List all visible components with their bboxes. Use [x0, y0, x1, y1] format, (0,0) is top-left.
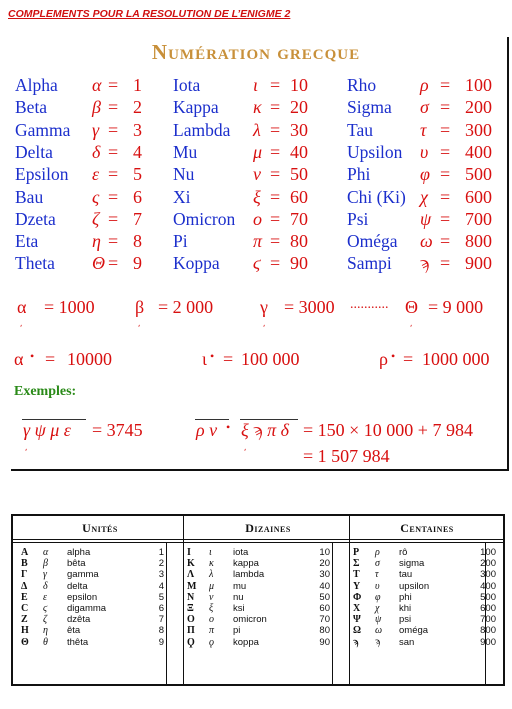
letter-name: Eta	[15, 231, 39, 251]
letter-name: Psi	[347, 209, 369, 229]
greek-upper: K	[187, 558, 195, 570]
numeral-value: 9	[158, 636, 164, 648]
greek-letter-name: delta	[67, 580, 88, 592]
myriad-dot: •	[391, 349, 396, 363]
letter-value: 900	[465, 253, 492, 273]
letter-symbol: ϛ	[253, 253, 261, 273]
greek-upper: Σ	[353, 558, 360, 570]
greek-lower: ζ	[43, 614, 48, 626]
thousand-beta-symbol: β	[135, 297, 145, 317]
letter-name: Xi	[173, 187, 191, 207]
letter-value: 90	[290, 253, 308, 273]
greek-lower: ψ	[375, 614, 382, 626]
greek-lower: σ	[375, 558, 380, 570]
letter-value: 40	[290, 142, 308, 162]
letter-symbol: ο	[253, 209, 262, 229]
letter-name: Lambda	[173, 120, 231, 140]
greek-lower-column	[209, 547, 214, 648]
letter-value: 70	[290, 209, 308, 229]
greek-letter-name: ksi	[233, 602, 245, 614]
example-2-line-1: = 150 × 10 000 + 7 984	[303, 420, 473, 440]
thousand-theta-value: = 9 000	[428, 297, 484, 317]
letter-symbol: π	[253, 231, 263, 251]
numeral-value: 60	[319, 602, 330, 614]
greek-letter-name: thêta	[67, 636, 89, 648]
thousand-tick: ͵	[24, 437, 28, 451]
letter-name: Theta	[15, 253, 55, 273]
letter-symbol: γ	[92, 120, 100, 140]
letter-name: Dzeta	[15, 209, 56, 229]
letter-symbol: κ	[253, 97, 262, 117]
greek-lower: ϛ	[43, 602, 48, 614]
greek-upper: A	[21, 547, 29, 558]
numeral-value: 20	[319, 558, 330, 570]
equals-sign: =	[108, 209, 119, 229]
letter-symbol: ρ	[420, 75, 429, 95]
numeral-value: 3	[158, 569, 164, 581]
letter-symbol: ε	[92, 164, 100, 184]
numeral-value: 1	[158, 547, 164, 558]
letter-symbol: μ	[253, 142, 263, 162]
equals-sign: =	[440, 97, 451, 117]
letter-value: 300	[465, 120, 492, 140]
equals-sign: =	[108, 75, 119, 95]
greek-upper-column	[21, 547, 29, 648]
letter-value: 2	[133, 97, 142, 117]
letter-value: 500	[465, 164, 492, 184]
letter-symbol: ξ	[253, 187, 261, 207]
letter-value: 9	[133, 253, 142, 273]
numeral-value-column	[311, 547, 330, 648]
greek-upper: Δ	[21, 580, 28, 592]
myriad-rho-symbol: ρ	[379, 349, 388, 369]
myriad-rho-value: 1000 000	[422, 349, 490, 369]
letter-value: 3	[133, 120, 142, 140]
equals-sign: =	[440, 120, 451, 140]
example-1-result: = 3745	[92, 420, 143, 440]
letter-value: 50	[290, 164, 308, 184]
myriad-eq: =	[45, 349, 56, 369]
example-2-myriad-part: ρ ν	[196, 420, 218, 440]
greek-upper: H	[21, 625, 29, 637]
equals-sign: =	[270, 75, 281, 95]
numeral-value: 7	[158, 614, 164, 626]
greek-lower: ω	[375, 625, 383, 637]
letter-value: 7	[133, 209, 142, 229]
myriad-dot: •	[30, 349, 35, 363]
page-title: Numération grecque	[151, 40, 361, 64]
greek-letter-name: phi	[399, 591, 412, 603]
letter-symbol: σ	[420, 97, 429, 117]
letter-value: 700	[465, 209, 492, 229]
greek-lower: β	[43, 558, 48, 570]
greek-letter-name: psi	[399, 614, 412, 626]
letter-name: Phi	[347, 164, 371, 184]
thousand-tick: ͵	[19, 313, 23, 327]
equals-sign: =	[440, 142, 451, 162]
example-2-line-2: = 1 507 984	[303, 446, 390, 466]
myriad-iota-value: 100 000	[241, 349, 300, 369]
equals-sign: =	[440, 75, 451, 95]
thousand-tick: ͵	[243, 437, 247, 451]
greek-upper: I	[187, 547, 191, 558]
letter-name: Delta	[15, 142, 53, 162]
letter-name: Bau	[15, 187, 44, 207]
letter-symbol: Θ	[92, 253, 105, 273]
greek-lower: φ	[375, 591, 381, 603]
greek-letter-name: san	[399, 636, 415, 648]
numeral-value: 500	[480, 591, 496, 603]
greek-letter-name: kappa	[233, 558, 259, 570]
letter-name: Kappa	[173, 97, 219, 117]
letter-value: 600	[465, 187, 492, 207]
numeral-table	[11, 514, 505, 686]
greek-lower: ρ	[375, 547, 380, 558]
greek-upper: Ξ	[187, 602, 194, 614]
thousand-tick: ͵	[262, 313, 266, 327]
greek-lower: λ	[209, 569, 214, 581]
greek-upper: Λ	[187, 569, 195, 581]
greek-upper: Ϲ	[21, 602, 29, 614]
greek-letter-name: upsilon	[399, 580, 430, 592]
thousand-tick: ͵	[137, 313, 141, 327]
greek-letter-name: koppa	[233, 636, 259, 648]
thousand-beta-value: = 2 000	[158, 297, 214, 317]
letter-symbol: α	[92, 75, 102, 95]
equals-sign: =	[108, 187, 119, 207]
letter-name: Rho	[347, 75, 377, 95]
letter-value: 200	[465, 97, 492, 117]
greek-upper-column	[353, 547, 361, 648]
letter-value: 80	[290, 231, 308, 251]
equals-sign: =	[270, 209, 281, 229]
table-divider	[183, 516, 184, 684]
letter-name: Nu	[173, 164, 195, 184]
myriad-eq: =	[403, 349, 414, 369]
equals-sign: =	[270, 142, 281, 162]
letter-value: 20	[290, 97, 308, 117]
greek-lower: κ	[209, 558, 214, 570]
letter-symbol: τ	[420, 120, 427, 140]
numeral-value: 200	[480, 558, 496, 570]
letter-value: 100	[465, 75, 492, 95]
letter-name: Omicron	[173, 209, 236, 229]
equals-sign: =	[270, 97, 281, 117]
greek-upper: Ω	[353, 625, 362, 637]
greek-upper: M	[187, 580, 197, 592]
header-tens: Dizaines	[245, 521, 291, 535]
letter-value: 6	[133, 187, 142, 207]
equals-sign: =	[440, 253, 451, 273]
letter-name: Sigma	[347, 97, 392, 117]
greek-letter-name-column	[233, 547, 267, 648]
letter-name: Oméga	[347, 231, 398, 251]
greek-letter-name: oméga	[399, 625, 429, 637]
letter-symbol: ϡ	[420, 253, 430, 273]
greek-letter-name-column	[67, 547, 106, 648]
equals-sign: =	[440, 209, 451, 229]
numeral-value: 300	[480, 569, 496, 581]
letter-symbol: η	[92, 231, 101, 251]
numeral-value-column	[145, 547, 164, 648]
greek-upper: Y	[353, 580, 361, 592]
equals-sign: =	[108, 164, 119, 184]
greek-upper: Φ	[353, 591, 362, 603]
example-2-unit-part: ξ ϡ π δ	[241, 420, 289, 440]
greek-letter-name-column	[399, 547, 429, 648]
letter-value: 30	[290, 120, 308, 140]
letter-symbol: λ	[253, 120, 261, 140]
equals-sign: =	[270, 120, 281, 140]
greek-upper: Ϙ	[187, 636, 195, 648]
equals-sign: =	[270, 253, 281, 273]
letter-name: Gamma	[15, 120, 71, 140]
thousand-tick: ͵	[409, 313, 413, 327]
greek-upper: X	[353, 602, 361, 614]
greek-lower: ξ	[209, 602, 214, 614]
letter-symbol: ζ	[92, 209, 100, 229]
examples-label: Exemples:	[14, 384, 77, 399]
letter-value: 4	[133, 142, 142, 162]
numeral-value: 5	[158, 591, 164, 603]
thousand-alpha-symbol: α	[17, 297, 27, 317]
letter-name: Alpha	[15, 75, 58, 95]
greek-lower: α	[43, 547, 49, 558]
letter-name: Iota	[173, 75, 201, 95]
greek-letter-name: rô	[399, 547, 408, 558]
header-units: Unités	[82, 521, 118, 535]
letter-name: Epsilon	[15, 164, 69, 184]
myriad-alpha-symbol: α	[14, 349, 24, 369]
letter-name: Chi (Ki)	[347, 187, 406, 207]
letter-symbol: ι	[253, 75, 259, 95]
greek-letter-name: bêta	[67, 558, 86, 570]
letter-symbol: δ	[92, 142, 101, 162]
greek-letter-name: pi	[233, 625, 241, 637]
letter-name: Beta	[15, 97, 48, 117]
greek-letter-name: lambda	[233, 569, 265, 581]
greek-letter-name: epsilon	[67, 591, 98, 603]
greek-letter-name: tau	[399, 569, 413, 581]
greek-upper: N	[187, 591, 195, 603]
thousand-theta-symbol: Θ	[405, 297, 418, 317]
numeral-value: 30	[319, 569, 330, 581]
thousand-gamma-value: = 3000	[284, 297, 335, 317]
greek-lower-column	[43, 547, 48, 648]
greek-lower: δ	[43, 580, 48, 592]
greek-letter-name: gamma	[67, 569, 99, 581]
numeral-value: 10	[319, 547, 330, 558]
numeral-value: 6	[158, 602, 164, 614]
letter-name: Upsilon	[347, 142, 403, 162]
equals-sign: =	[440, 231, 451, 251]
greek-letter-name: dzêta	[67, 614, 91, 626]
letter-name: Koppa	[173, 253, 220, 273]
numeral-value: 2	[158, 558, 164, 570]
greek-lower: ε	[43, 591, 47, 603]
letter-value: 8	[133, 231, 142, 251]
greek-lower: γ	[43, 569, 47, 581]
greek-letter-name: alpha	[67, 547, 91, 558]
greek-upper: T	[353, 569, 360, 581]
greek-lower: υ	[375, 580, 380, 592]
myriad-eq: =	[223, 349, 234, 369]
letter-symbol: ψ	[420, 209, 432, 229]
letter-value: 5	[133, 164, 142, 184]
greek-letter-name: nu	[233, 591, 244, 603]
numeral-value: 800	[480, 625, 496, 637]
greek-letter-name: iota	[233, 547, 249, 558]
numeral-value: 4	[158, 580, 164, 592]
letter-name: Pi	[173, 231, 188, 251]
letter-symbol: ν	[253, 164, 261, 184]
letter-name: Sampi	[347, 253, 392, 273]
equals-sign: =	[440, 164, 451, 184]
greek-lower: ο	[209, 614, 214, 626]
letter-name: Tau	[347, 120, 373, 140]
greek-upper: P	[353, 547, 360, 558]
example-1-expression: γ ψ μ ε	[23, 420, 71, 440]
letter-symbol: χ	[420, 187, 428, 207]
numeral-value: 400	[480, 580, 496, 592]
equals-sign: =	[270, 164, 281, 184]
table-divider	[166, 542, 167, 684]
numeral-value-column	[477, 547, 496, 648]
numeral-value: 90	[319, 636, 330, 648]
numeral-value: 700	[480, 614, 496, 626]
greek-upper: Ψ	[353, 614, 361, 626]
greek-lower: π	[209, 625, 215, 637]
letter-name: Mu	[173, 142, 198, 162]
greek-upper: Z	[21, 614, 28, 626]
myriad-iota-symbol: ι	[202, 349, 207, 369]
myriad-alpha-value: 10000	[67, 349, 112, 369]
table-rule	[13, 539, 503, 540]
table-rule	[13, 542, 503, 543]
greek-lower: η	[43, 625, 48, 637]
greek-upper: Θ	[21, 636, 29, 648]
equals-sign: =	[108, 97, 119, 117]
myriad-dot: •	[226, 420, 231, 434]
equals-sign: =	[108, 120, 119, 140]
equals-sign: =	[440, 187, 451, 207]
greek-upper: O	[187, 614, 195, 626]
numeral-value: 8	[158, 625, 164, 637]
equals-sign: =	[108, 253, 119, 273]
greek-upper: Γ	[21, 569, 28, 581]
thousand-gamma-symbol: γ	[260, 297, 268, 317]
letter-value: 800	[465, 231, 492, 251]
numeral-value: 40	[319, 580, 330, 592]
table-divider	[349, 516, 350, 684]
header-hundreds: Centaines	[400, 521, 454, 535]
equals-sign: =	[270, 231, 281, 251]
greek-lower: χ	[375, 602, 380, 614]
letter-symbol: β	[92, 97, 101, 117]
greek-lower: ι	[209, 547, 212, 558]
greek-letter-name: omicron	[233, 614, 267, 626]
myriad-dot: •	[210, 349, 215, 363]
greek-letter-name: sigma	[399, 558, 425, 570]
numeral-value: 50	[319, 591, 330, 603]
letter-value: 1	[133, 75, 142, 95]
letter-value: 60	[290, 187, 308, 207]
letter-value: 10	[290, 75, 308, 95]
thousand-alpha-value: = 1000	[44, 297, 95, 317]
numeral-value: 70	[319, 614, 330, 626]
greek-letter-name: digamma	[67, 602, 107, 614]
greek-lower: θ	[43, 636, 48, 648]
greek-lower-column	[375, 547, 382, 648]
greek-upper: E	[21, 591, 28, 603]
equals-sign: =	[108, 142, 119, 162]
letter-symbol: φ	[420, 164, 430, 184]
page-header: COMPLEMENTS POUR LA RESOLUTION DE L’ENIGME 2	[8, 8, 291, 20]
thousand-dots: ...........	[350, 297, 389, 312]
numeral-value: 600	[480, 602, 496, 614]
letter-symbol: ς	[92, 187, 100, 207]
numeral-value: 80	[319, 625, 330, 637]
numeral-value: 900	[480, 636, 496, 648]
greek-lower: ϙ	[209, 636, 214, 648]
numeral-value: 100	[480, 547, 496, 558]
greek-letter-name: mu	[233, 580, 247, 592]
greek-lower: ν	[209, 591, 214, 603]
letter-symbol: υ	[420, 142, 429, 162]
table-divider	[332, 542, 333, 684]
greek-upper: ϡ	[353, 636, 359, 648]
greek-letter-name: êta	[67, 625, 81, 637]
equals-sign: =	[108, 231, 119, 251]
greek-upper: B	[21, 558, 28, 570]
greek-lower: ϡ	[375, 636, 381, 648]
letter-symbol: ω	[420, 231, 433, 251]
greek-lower: τ	[375, 569, 379, 581]
equals-sign: =	[270, 187, 281, 207]
greek-lower: μ	[209, 580, 215, 592]
greek-upper-column	[187, 547, 196, 648]
greek-upper: Π	[187, 625, 195, 637]
letter-value: 400	[465, 142, 492, 162]
greek-letter-name: khi	[399, 602, 412, 614]
